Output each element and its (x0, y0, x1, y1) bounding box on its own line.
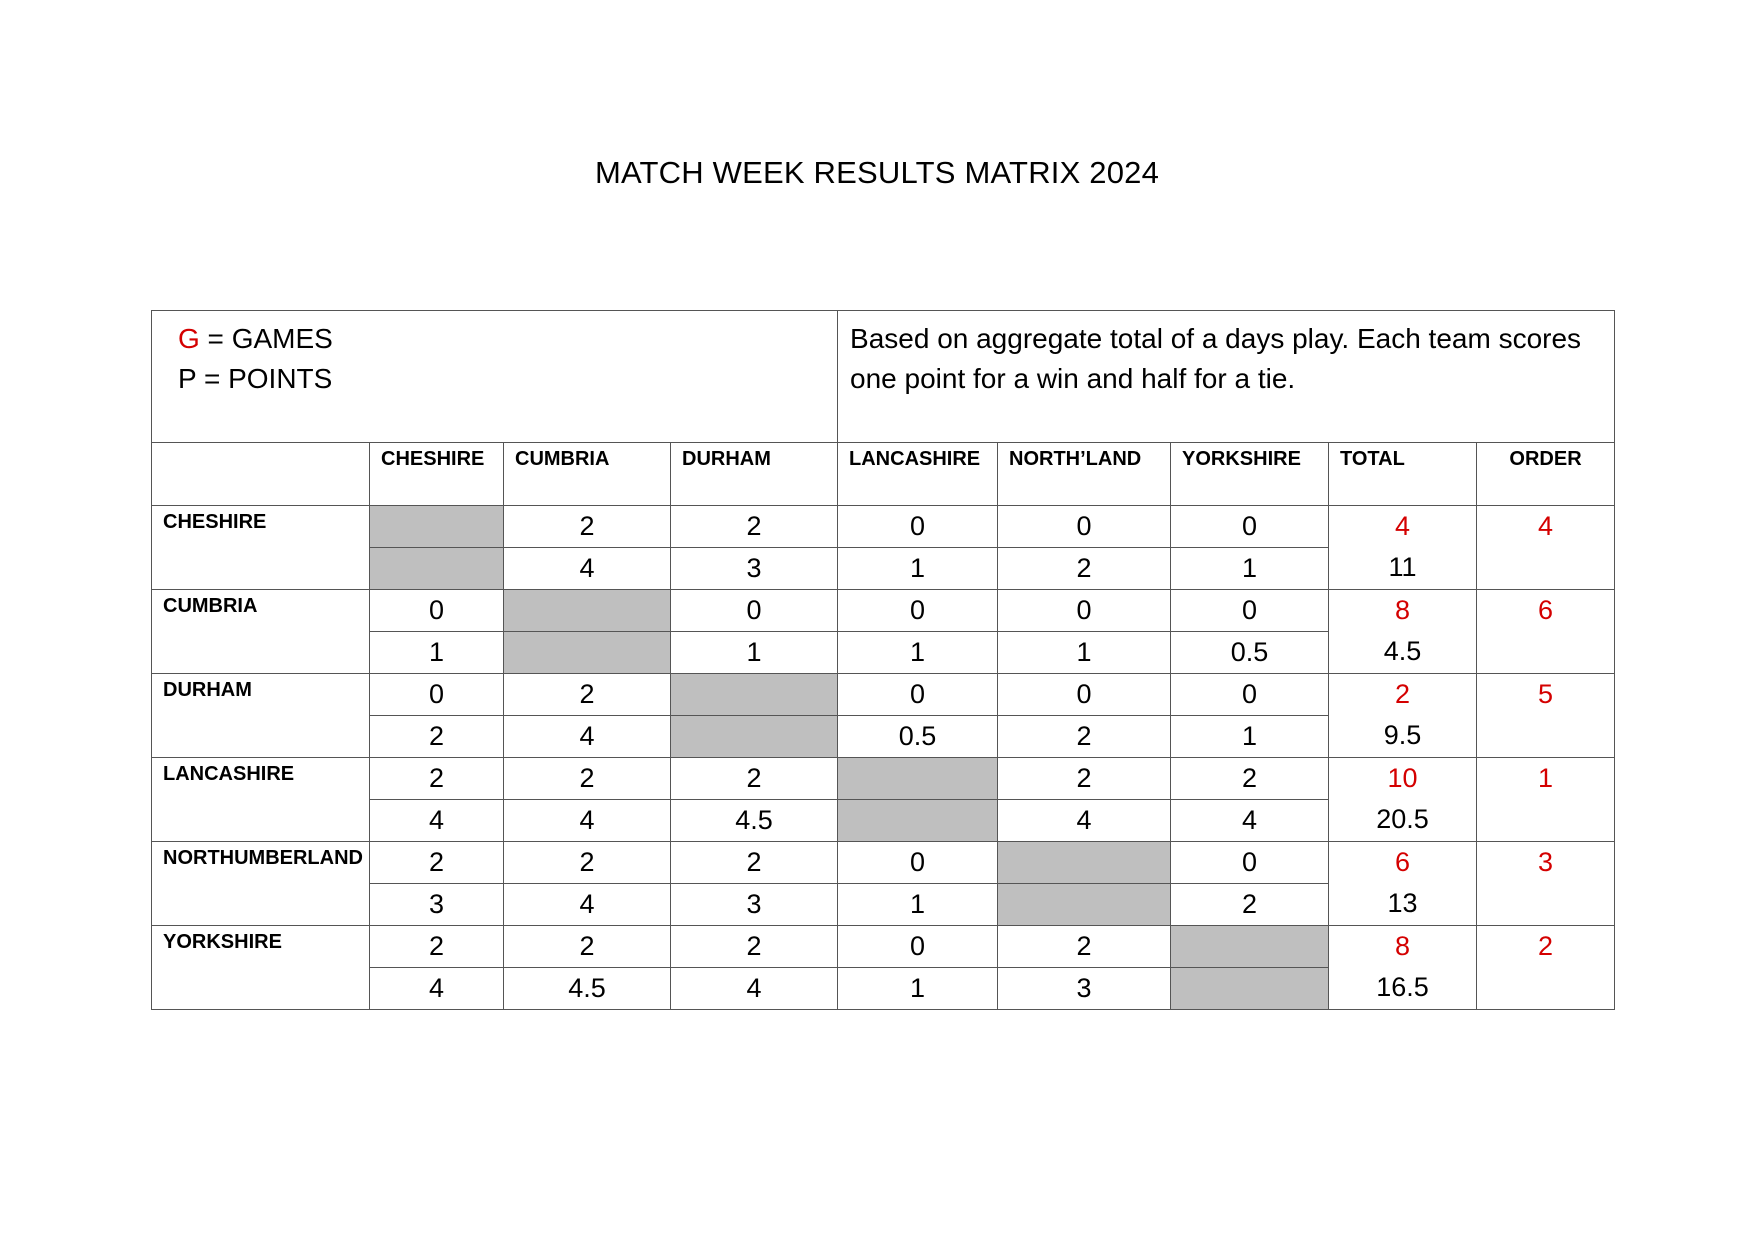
total-games: 4 (1395, 511, 1411, 541)
points-cell: 3 (998, 968, 1171, 1010)
points-cell: 4 (370, 800, 504, 842)
points-cell: 4 (504, 800, 671, 842)
points-cell: 4 (370, 968, 504, 1010)
order-value: 5 (1538, 679, 1554, 709)
games-cell: 0 (998, 674, 1171, 716)
team-games-row (152, 926, 1615, 968)
legend (152, 311, 838, 443)
order-cell (1477, 674, 1615, 758)
team-games-row (152, 506, 1615, 548)
order-value: 6 (1538, 595, 1554, 625)
games-cell: 2 (671, 842, 838, 884)
games-cell: 0 (671, 590, 838, 632)
points-cell: 4.5 (504, 968, 671, 1010)
team-games-row (152, 674, 1615, 716)
total-stack (1329, 590, 1476, 672)
points-cell: 4 (998, 800, 1171, 842)
scoring-note: Based on aggregate total of a days play. Each team scores one point for a win and half for a tie. (838, 311, 1615, 443)
games-cell: 2 (504, 842, 671, 884)
blocked-cell (504, 632, 671, 674)
blocked-cell (370, 506, 504, 548)
order-value: 4 (1538, 511, 1554, 541)
points-cell: 4 (504, 716, 671, 758)
points-cell: 2 (1171, 884, 1329, 926)
legend-points: P = POINTS (178, 363, 333, 394)
total-points: 13 (1387, 888, 1418, 918)
legend-g-letter: G (178, 323, 200, 354)
total-games: 10 (1387, 763, 1418, 793)
games-cell: 2 (671, 926, 838, 968)
header-row (152, 443, 1615, 506)
games-cell: 0 (838, 506, 998, 548)
blocked-cell (370, 548, 504, 590)
points-cell: 4 (671, 968, 838, 1010)
total-stack (1329, 842, 1476, 924)
total-cell (1329, 926, 1477, 1010)
blocked-cell (504, 590, 671, 632)
total-cell (1329, 674, 1477, 758)
games-cell: 0 (838, 926, 998, 968)
points-cell: 3 (370, 884, 504, 926)
points-cell: 3 (671, 548, 838, 590)
total-points: 16.5 (1376, 972, 1429, 1002)
total-cell (1329, 758, 1477, 842)
blocked-cell (1171, 926, 1329, 968)
order-stack (1477, 842, 1614, 883)
points-cell: 1 (838, 548, 998, 590)
total-games: 8 (1395, 595, 1411, 625)
blocked-cell (838, 758, 998, 800)
blocked-cell (1171, 968, 1329, 1010)
games-cell: 0 (1171, 506, 1329, 548)
total-stack (1329, 758, 1476, 840)
points-cell: 1 (998, 632, 1171, 674)
games-cell: 0 (1171, 590, 1329, 632)
total-points: 11 (1388, 552, 1417, 582)
games-cell: 0 (370, 674, 504, 716)
points-cell: 3 (671, 884, 838, 926)
blocked-cell (998, 842, 1171, 884)
games-cell: 2 (370, 842, 504, 884)
total-cell (1329, 842, 1477, 926)
total-stack (1329, 926, 1476, 1008)
legend-games (178, 319, 837, 359)
games-cell: 2 (370, 926, 504, 968)
points-cell: 1 (838, 968, 998, 1010)
total-points: 9.5 (1383, 720, 1422, 750)
team-name: DURHAM (152, 674, 370, 758)
legend-g-text: = GAMES (199, 323, 333, 354)
points-cell: 1 (1171, 716, 1329, 758)
column-header: CHESHIRE (370, 443, 504, 506)
games-cell: 0 (838, 842, 998, 884)
order-cell (1477, 842, 1615, 926)
points-cell: 4 (504, 884, 671, 926)
games-cell: 0 (998, 590, 1171, 632)
legend-row (152, 311, 1615, 443)
games-cell: 2 (671, 506, 838, 548)
team-name: CHESHIRE (152, 506, 370, 590)
total-games: 6 (1395, 847, 1411, 877)
results-matrix (151, 310, 1615, 1010)
points-cell: 2 (370, 716, 504, 758)
order-cell (1477, 758, 1615, 842)
page-title: MATCH WEEK RESULTS MATRIX 2024 (594, 155, 1160, 190)
order-stack (1477, 506, 1614, 547)
points-cell: 4 (504, 548, 671, 590)
blocked-cell (671, 716, 838, 758)
column-header: LANCASHIRE (838, 443, 998, 506)
games-cell: 2 (998, 926, 1171, 968)
blocked-cell (998, 884, 1171, 926)
order-stack (1477, 758, 1614, 799)
order-cell (1477, 926, 1615, 1010)
header-blank (152, 443, 370, 506)
games-cell: 0 (1171, 674, 1329, 716)
total-games: 2 (1395, 679, 1411, 709)
games-cell: 0 (838, 590, 998, 632)
games-cell: 0 (1171, 842, 1329, 884)
team-name: CUMBRIA (152, 590, 370, 674)
games-cell: 0 (838, 674, 998, 716)
points-cell: 0.5 (1171, 632, 1329, 674)
total-stack (1329, 506, 1476, 588)
points-cell: 1 (370, 632, 504, 674)
column-header: YORKSHIRE (1171, 443, 1329, 506)
points-cell: 2 (998, 716, 1171, 758)
order-value: 3 (1538, 847, 1554, 877)
team-name: YORKSHIRE (152, 926, 370, 1010)
total-points: 20.5 (1376, 804, 1429, 834)
games-cell: 2 (671, 758, 838, 800)
order-value: 2 (1538, 931, 1554, 961)
total-games: 8 (1395, 931, 1411, 961)
order-stack (1477, 590, 1614, 631)
total-cell (1329, 506, 1477, 590)
games-cell: 2 (370, 758, 504, 800)
team-games-row (152, 758, 1615, 800)
games-cell: 2 (998, 758, 1171, 800)
order-stack (1477, 674, 1614, 715)
points-cell: 4 (1171, 800, 1329, 842)
points-cell: 2 (998, 548, 1171, 590)
order-cell (1477, 506, 1615, 590)
column-header: TOTAL (1329, 443, 1477, 506)
points-cell: 1 (838, 632, 998, 674)
team-name: NORTHUMBERLAND (152, 842, 370, 926)
team-games-row (152, 842, 1615, 884)
total-points: 4.5 (1383, 636, 1422, 666)
column-header: CUMBRIA (504, 443, 671, 506)
team-name: LANCASHIRE (152, 758, 370, 842)
order-stack (1477, 926, 1614, 967)
games-cell: 0 (370, 590, 504, 632)
games-cell: 2 (504, 758, 671, 800)
games-cell: 2 (504, 506, 671, 548)
total-stack (1329, 674, 1476, 756)
column-header: DURHAM (671, 443, 838, 506)
games-cell: 0 (998, 506, 1171, 548)
points-cell: 0.5 (838, 716, 998, 758)
team-games-row (152, 590, 1615, 632)
blocked-cell (671, 674, 838, 716)
points-cell: 1 (671, 632, 838, 674)
games-cell: 2 (504, 926, 671, 968)
games-cell: 2 (1171, 758, 1329, 800)
games-cell: 2 (504, 674, 671, 716)
column-header: NORTH’LAND (998, 443, 1171, 506)
points-cell: 1 (838, 884, 998, 926)
order-cell (1477, 590, 1615, 674)
points-cell: 1 (1171, 548, 1329, 590)
points-cell: 4.5 (671, 800, 838, 842)
total-cell (1329, 590, 1477, 674)
order-value: 1 (1538, 763, 1554, 793)
blocked-cell (838, 800, 998, 842)
column-header: ORDER (1477, 443, 1615, 506)
